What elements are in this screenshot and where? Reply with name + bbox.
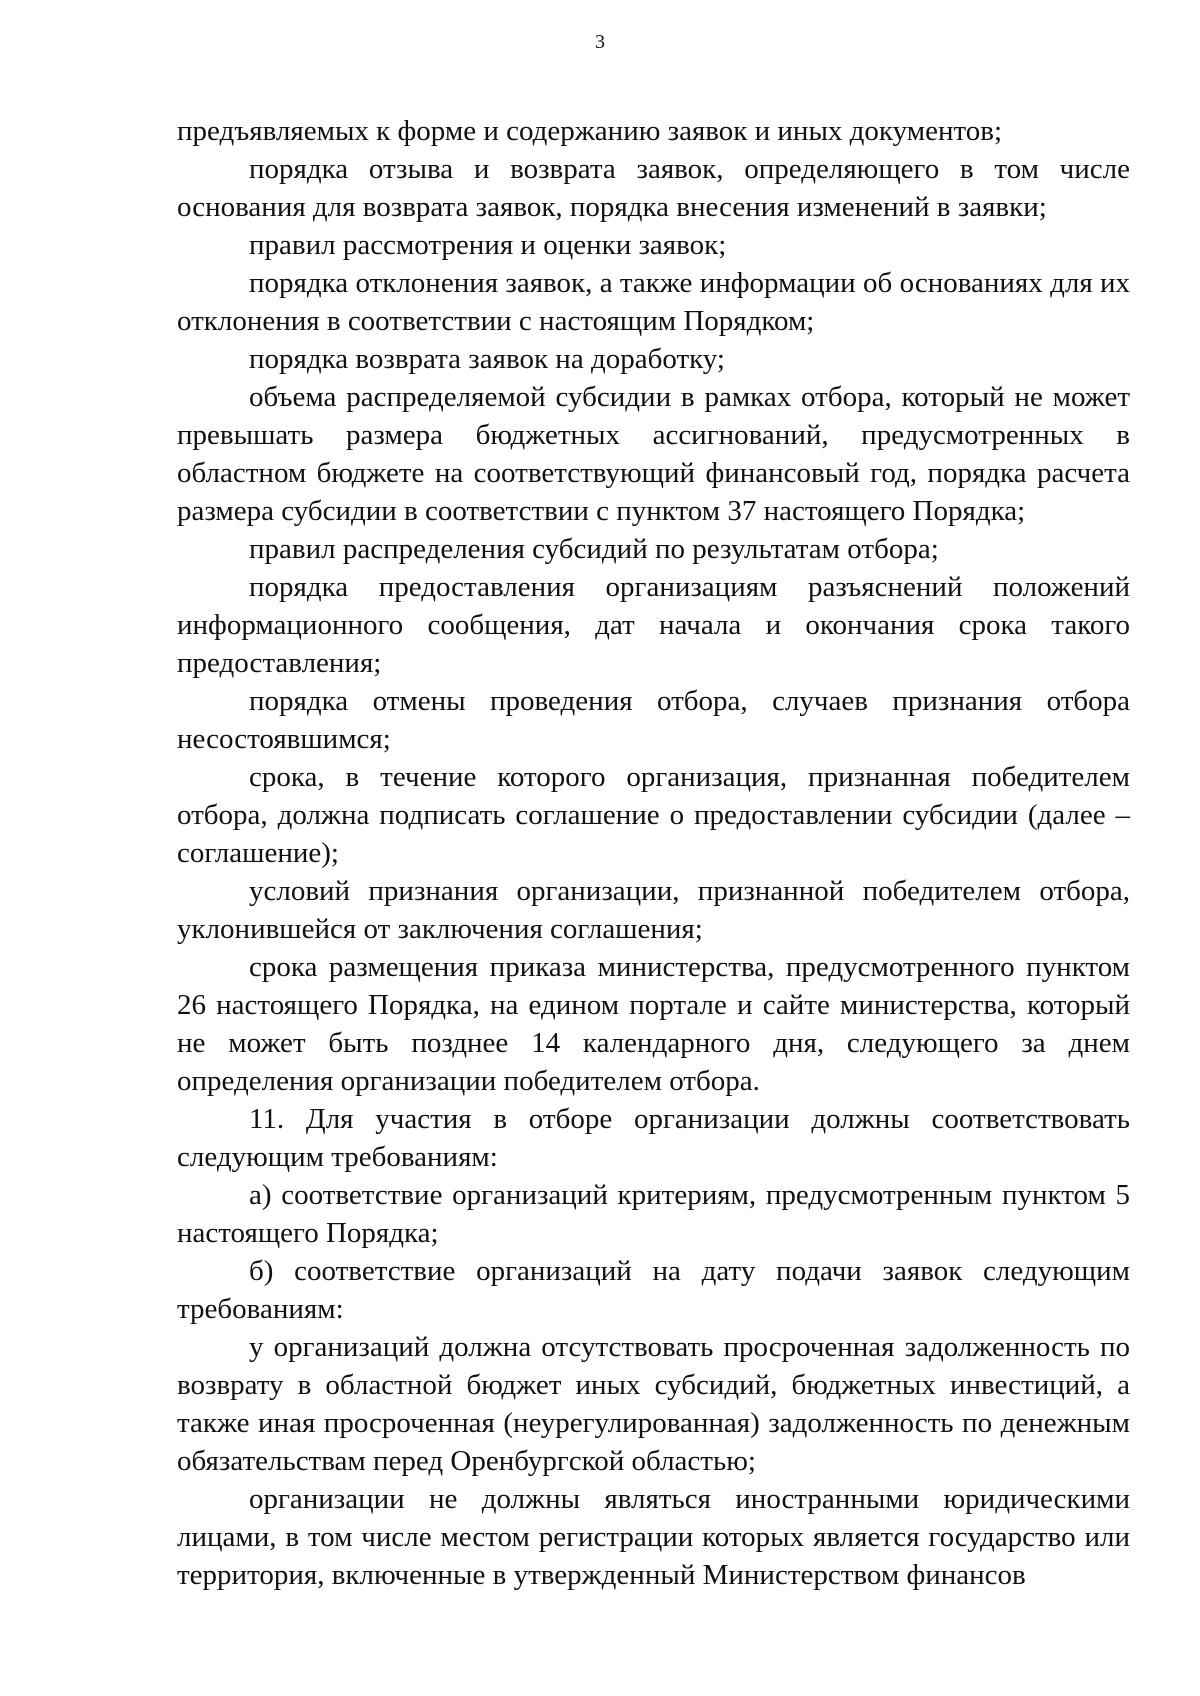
subclause-b: б) соответствие организаций на дату подачи заявок следующим требованиям:	[177, 1255, 1130, 1325]
paragraph: срока, в течение которого организация, признанная победителем отбора, должна подписать соглашение о предоставлении субсидии (далее – соглашение);	[177, 761, 1130, 869]
paragraph: правил распределения субсидий по результатам отбора;	[249, 533, 939, 565]
paragraph-continuation: предъявляемых к форме и содержанию заявок и иных документов;	[177, 115, 1003, 147]
paragraph: условий признания организации, признанной победителем отбора, уклонившейся от заключения соглашения;	[177, 875, 1130, 945]
paragraph: порядка отклонения заявок, а также информации об основаниях для их отклонения в соответствии с настоящим Порядком;	[177, 267, 1130, 337]
document-body	[177, 112, 1130, 1594]
paragraph: организации не должны являться иностранными юридическими лицами, в том числе местом регистрации которых является государство или территория, включенные в утвержденный Министерством финансов	[177, 1483, 1130, 1591]
paragraph: срока размещения приказа министерства, предусмотренного пунктом 26 настоящего Порядка, на едином портале и сайте министерства, который не может быть позднее 14 календарного дня, следующего за днем определения организации победителем отбора.	[177, 951, 1130, 1097]
page-number: 3	[595, 31, 605, 53]
paragraph: порядка возврата заявок на доработку;	[249, 343, 725, 375]
paragraph: правил рассмотрения и оценки заявок;	[249, 229, 727, 261]
paragraph: порядка предоставления организациям разъяснений положений информационного сообщения, дат начала и окончания срока такого предоставления;	[177, 571, 1130, 679]
paragraph: порядка отзыва и возврата заявок, определяющего в том числе основания для возврата заявок, порядка внесения изменений в заявки;	[177, 153, 1130, 223]
paragraph: у организаций должна отсутствовать просроченная задолженность по возврату в областной бюджет иных субсидий, бюджетных инвестиций, а также иная просроченная (неурегулированная) задолженность по денежным обязательствам перед Оренбургской областью;	[177, 1331, 1130, 1477]
subclause-a: а) соответствие организаций критериям, предусмотренным пунктом 5 настоящего Порядка;	[177, 1179, 1130, 1249]
paragraph: объема распределяемой субсидии в рамках отбора, который не может превышать размера бюджетных ассигнований, предусмотренных в областном бюджете на соответствующий финансовый год, порядка расчета размера субсидии в соответствии с пунктом 37 настоящего Порядка;	[177, 381, 1130, 527]
clause-11: 11. Для участия в отборе организации должны соответствовать следующим требованиям:	[177, 1103, 1130, 1173]
paragraph: порядка отмены проведения отбора, случаев признания отбора несостоявшимся;	[177, 685, 1130, 755]
